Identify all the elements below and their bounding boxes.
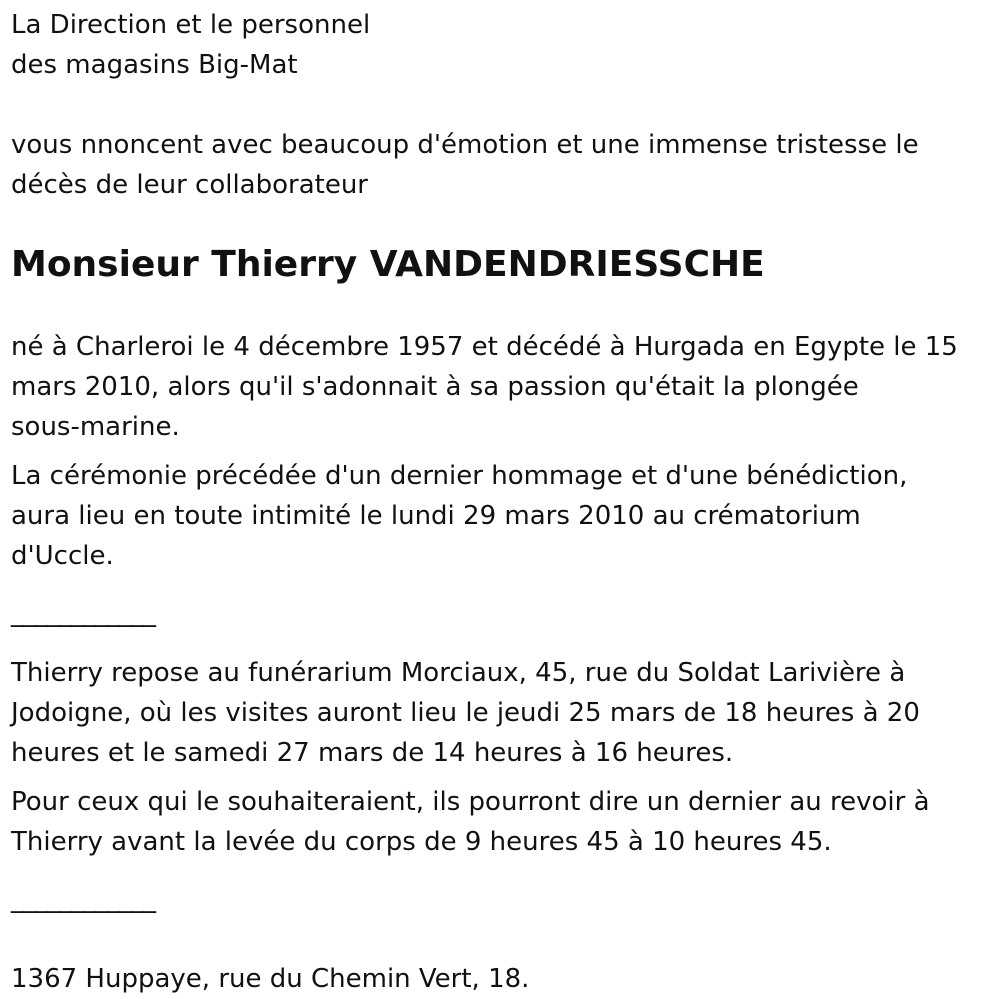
- birth-death-line: sous-marine.: [11, 412, 180, 442]
- separator-line: ____________: [11, 598, 155, 628]
- farewell-line: Thierry avant la levée du corps de 9 heures 45 à 10 heures 45.: [11, 827, 832, 857]
- announcement-line: vous nnoncent avec beaucoup d'émotion et une immense tristesse le: [11, 130, 919, 160]
- announcement-paragraph: [11, 125, 986, 205]
- visitation-line: Thierry repose au funérarium Morciaux, 45, rue du Soldat Larivière à: [11, 658, 906, 688]
- obituary-document: [11, 0, 986, 999]
- birth-death-paragraph: [11, 327, 986, 447]
- visitation-paragraph: [11, 653, 986, 773]
- separator-line: ____________: [11, 884, 155, 914]
- address-line: 1367 Huppaye, rue du Chemin Vert, 18.: [11, 964, 530, 994]
- ceremony-line: aura lieu en toute intimité le lundi 29 mars 2010 au crématorium: [11, 501, 861, 531]
- header-paragraph: [11, 5, 986, 85]
- ceremony-line: d'Uccle.: [11, 541, 114, 571]
- farewell-paragraph: [11, 782, 986, 862]
- deceased-name: Monsieur Thierry VANDENDRIESSCHE: [11, 244, 765, 285]
- header-line: des magasins Big-Mat: [11, 50, 298, 80]
- header-line: La Direction et le personnel: [11, 10, 371, 40]
- birth-death-line: mars 2010, alors qu'il s'adonnait à sa passion qu'était la plongée: [11, 372, 859, 402]
- visitation-line: heures et le samedi 27 mars de 14 heures à 16 heures.: [11, 738, 734, 768]
- ceremony-line: La cérémonie précédée d'un dernier hommage et d'une bénédiction,: [11, 461, 908, 491]
- farewell-line: Pour ceux qui le souhaiteraient, ils pourront dire un dernier au revoir à: [11, 787, 930, 817]
- ceremony-paragraph: [11, 456, 986, 576]
- visitation-line: Jodoigne, où les visites auront lieu le jeudi 25 mars de 18 heures à 20: [11, 698, 920, 728]
- announcement-line: décès de leur collaborateur: [11, 170, 368, 200]
- birth-death-line: né à Charleroi le 4 décembre 1957 et décédé à Hurgada en Egypte le 15: [11, 332, 958, 362]
